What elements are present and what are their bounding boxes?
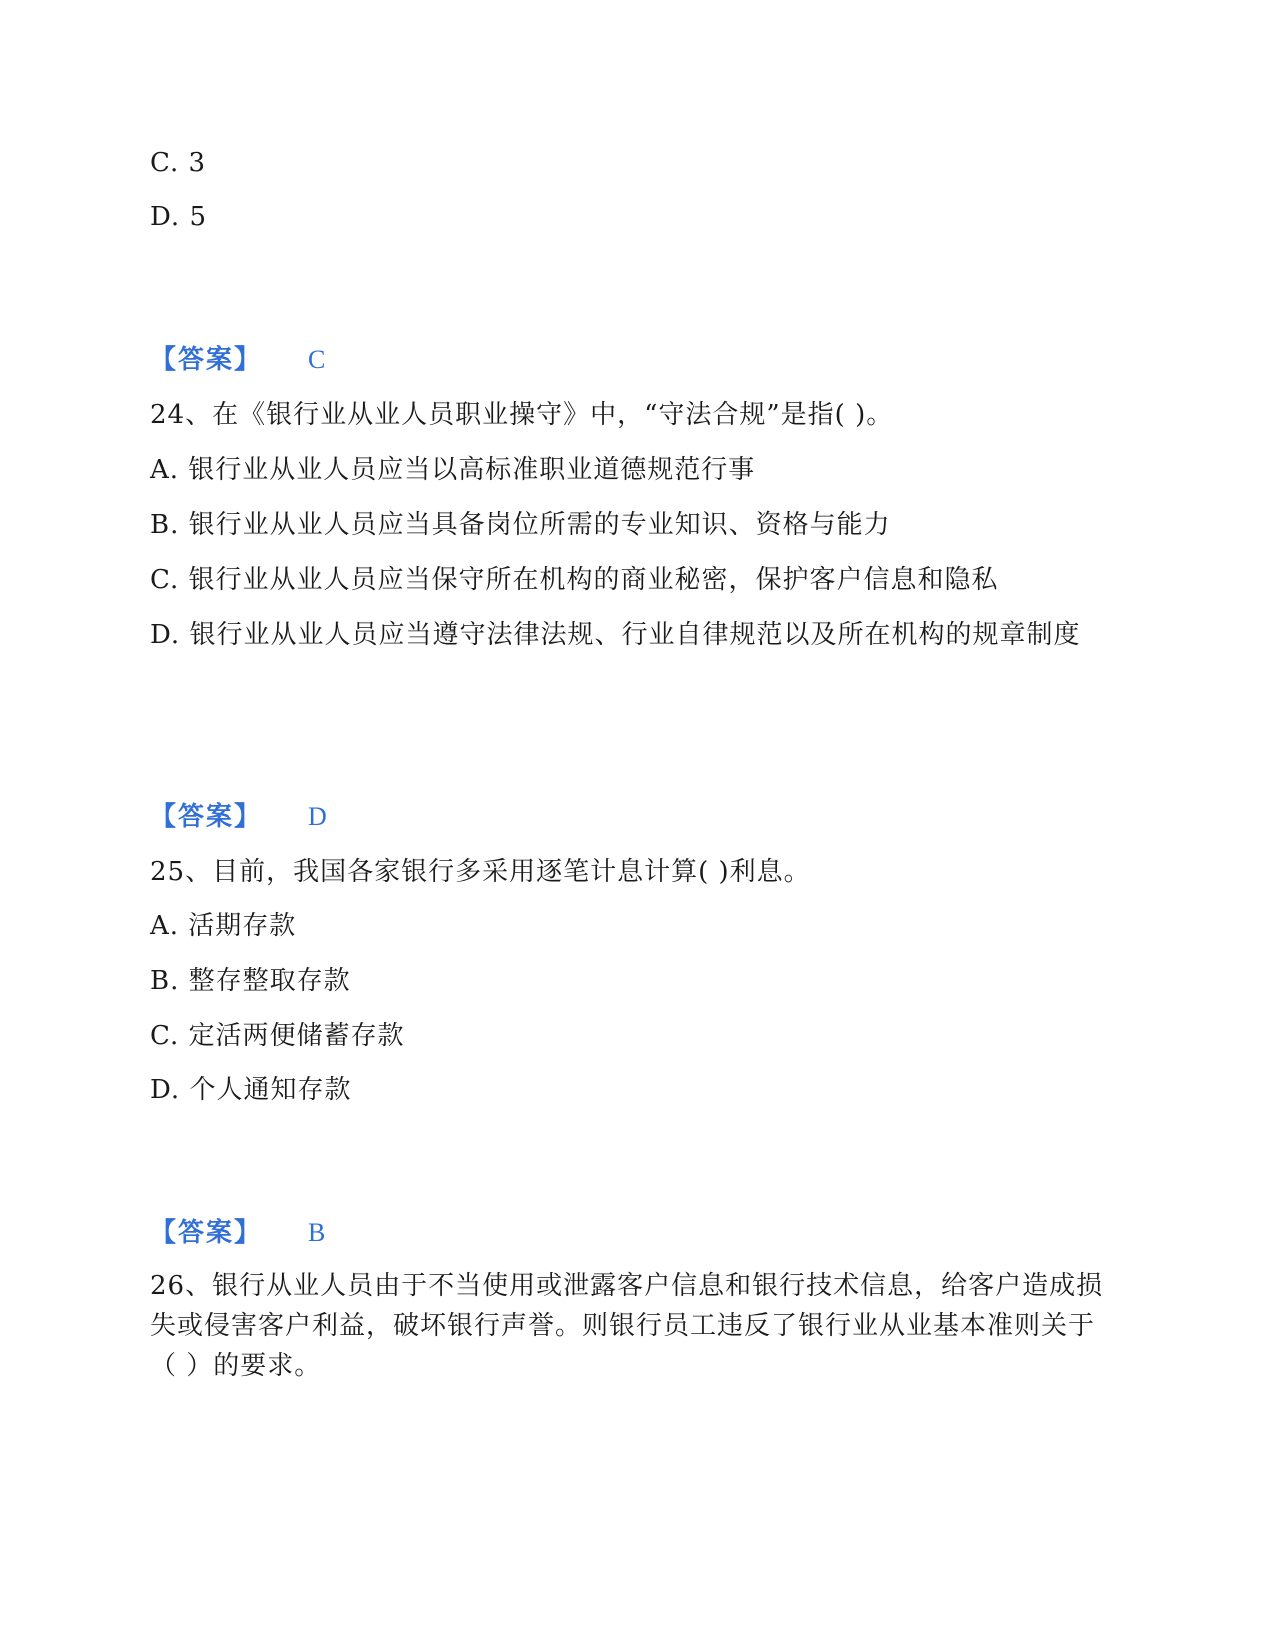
q24-option-d: D. 银行业从业人员应当遵守法律法规、行业自律规范以及所在机构的规章制度 [150, 620, 1081, 650]
q24-option-b: B. 银行业从业人员应当具备岗位所需的专业知识、资格与能力 [150, 510, 891, 540]
q26-stem: 26、银行从业人员由于不当使用或泄露客户信息和银行技术信息，给客户造成损失或侵害客户利益，破坏银行声誉。则银行员工违反了银行业从业基本准则关于（ ）的要求。 [150, 1271, 1104, 1381]
answer-value: C [308, 345, 326, 374]
q24-option-a: A. 银行业从业人员应当以高标准职业道德规范行事 [150, 455, 756, 485]
q25-option-c: C. 定活两便储蓄存款 [150, 1021, 405, 1051]
q24-answer [150, 802, 327, 832]
answer-value: B [308, 1218, 326, 1247]
q24-stem: 24、在《银行业从业人员职业操守》中，“守法合规”是指( )。 [150, 400, 894, 430]
q23-option-c: C. 3 [150, 148, 207, 178]
q25-option-d: D. 个人通知存款 [150, 1075, 352, 1105]
q25-answer [150, 1218, 326, 1248]
answer-label: 【答案】 [150, 802, 263, 832]
q25-option-a: A. 活期存款 [150, 911, 297, 941]
answer-value: D [308, 802, 327, 831]
q23-answer [150, 345, 326, 375]
q23-option-d: D. 5 [150, 202, 207, 232]
q24-option-c: C. 银行业从业人员应当保守所在机构的商业秘密，保护客户信息和隐私 [150, 565, 999, 595]
q25-option-b: B. 整存整取存款 [150, 966, 351, 996]
answer-label: 【答案】 [150, 345, 263, 375]
q25-stem: 25、目前，我国各家银行多采用逐笔计息计算( )利息。 [150, 857, 811, 887]
answer-label: 【答案】 [150, 1218, 263, 1248]
